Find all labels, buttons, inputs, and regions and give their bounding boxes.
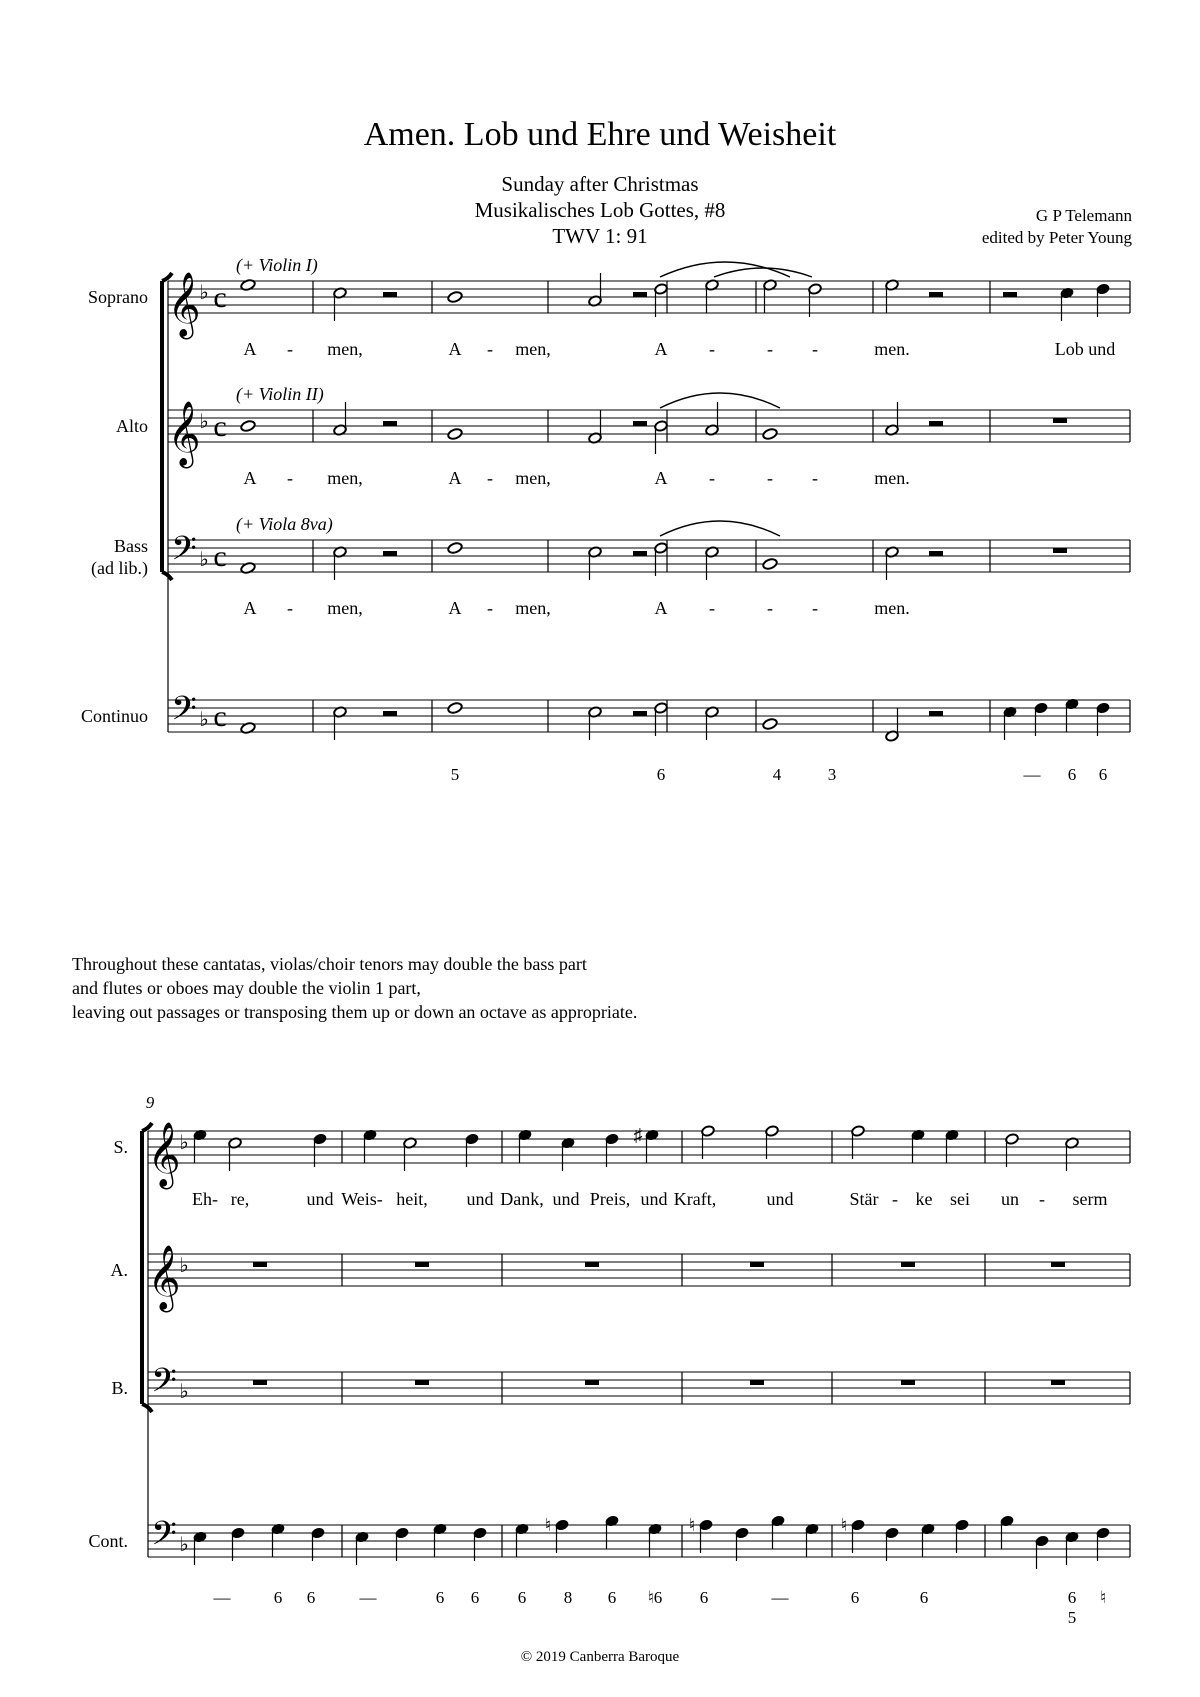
half-rest — [383, 421, 397, 426]
performance-note-line: and flutes or oboes may double the violin 1 part, — [72, 978, 421, 998]
whole-rest — [253, 1380, 267, 1385]
half-rest — [383, 551, 397, 556]
figured-bass-numeral: 3 — [827, 765, 837, 784]
lyric-syllable: Lob und — [1054, 339, 1116, 359]
half-rest — [929, 711, 943, 716]
figured-bass-numeral: — — [359, 1588, 377, 1607]
staff-name: Cont. — [88, 1531, 128, 1551]
lyric-syllable: ke — [915, 1189, 933, 1209]
flat-key-signature-icon: ♭ — [179, 1255, 189, 1277]
staff-name: S. — [113, 1137, 128, 1157]
slur — [714, 268, 812, 277]
treble-clef-icon: 𝄞 — [147, 1124, 181, 1186]
figured-bass-numeral: ♮ — [1099, 1588, 1107, 1607]
treble-clef-icon: 𝄞 — [167, 403, 201, 465]
slur — [660, 521, 780, 536]
lyric-syllable: men, — [515, 468, 551, 488]
lyric-syllable: - — [487, 468, 493, 488]
composer: G P Telemann — [1035, 206, 1132, 225]
lyric-syllable: A — [448, 468, 462, 488]
whole-note — [762, 428, 778, 441]
whole-note — [762, 558, 778, 571]
half-rest — [633, 292, 647, 297]
lyric-syllable: - — [487, 598, 493, 618]
system-2 — [88, 1093, 1130, 1627]
staff-name: Bass — [113, 536, 148, 556]
figured-bass-numeral: 6 — [1098, 765, 1108, 784]
whole-rest — [585, 1262, 599, 1267]
figured-bass-numeral: 4 — [772, 765, 782, 784]
lyric-syllable: sei — [950, 1189, 970, 1209]
editor-credit: edited by Peter Young — [981, 228, 1132, 247]
lyric-syllable: re, — [230, 1189, 250, 1209]
lyric-syllable: serm — [1072, 1189, 1108, 1209]
lyric-syllable: men, — [327, 339, 363, 359]
figured-bass-numeral: 6 — [273, 1588, 283, 1607]
doubling-instrument: (+ Viola 8va) — [236, 514, 333, 534]
staff-name: Soprano — [88, 287, 148, 307]
lyric-syllable: Weis- — [341, 1189, 383, 1209]
slur — [660, 393, 780, 408]
slur — [660, 262, 790, 277]
lyric-syllable: Preis, — [589, 1189, 631, 1209]
whole-note — [447, 702, 463, 715]
whole-note — [240, 279, 256, 292]
figured-bass-numeral: 8 — [563, 1588, 573, 1607]
performance-note-line: leaving out passages or transposing them up or down an octave as appropriate. — [72, 1002, 638, 1022]
lyric-syllable: Stär — [849, 1189, 879, 1209]
lyric-syllable: Eh- — [192, 1189, 218, 1209]
natural-icon: ♮ — [544, 1515, 552, 1535]
flat-key-signature-icon: ♭ — [179, 1534, 189, 1556]
whole-rest — [750, 1262, 764, 1267]
figured-bass-numeral: — — [771, 1588, 789, 1607]
flat-key-signature-icon: ♭ — [199, 709, 209, 731]
staff-name: (ad lib.) — [91, 558, 148, 578]
lyric-syllable: - — [812, 339, 818, 359]
half-rest — [1003, 292, 1017, 297]
figured-bass-numeral: 6 — [850, 1588, 860, 1607]
lyric-syllable: Kraft, — [673, 1189, 717, 1209]
lyric-syllable: heit, — [396, 1189, 428, 1209]
whole-note — [240, 420, 256, 433]
half-rest — [929, 421, 943, 426]
lyric-syllable: - — [709, 339, 715, 359]
flat-key-signature-icon: ♭ — [179, 1132, 189, 1154]
figured-bass-numeral: 6 — [607, 1588, 617, 1607]
figured-bass-numeral: 6 — [656, 765, 666, 784]
whole-note — [240, 722, 256, 735]
lyric-syllable: und — [466, 1189, 494, 1209]
lyric-syllable: men, — [515, 598, 551, 618]
half-rest — [929, 551, 943, 556]
lyric-syllable: men. — [874, 339, 910, 359]
figured-bass-numeral: 6 — [435, 1588, 445, 1607]
figured-bass-numeral: — — [1023, 765, 1041, 784]
whole-rest — [1053, 548, 1067, 553]
doubling-instrument: (+ Violin II) — [236, 384, 324, 404]
figured-bass-numeral: 6 — [1067, 765, 1077, 784]
lyric-syllable: Dank, — [500, 1189, 544, 1209]
bass-clef-icon: 𝄢 — [171, 530, 197, 575]
whole-rest — [1051, 1380, 1065, 1385]
half-rest — [383, 292, 397, 297]
doubling-instrument: (+ Violin I) — [236, 255, 318, 275]
lyric-syllable: A — [243, 468, 257, 488]
lyric-syllable: A — [654, 468, 668, 488]
common-time-icon: c — [213, 410, 227, 443]
common-time-icon: c — [213, 700, 227, 733]
figured-bass-numeral: 6 — [699, 1588, 709, 1607]
common-time-icon: c — [213, 540, 227, 573]
staff-name: Alto — [115, 416, 148, 436]
half-rest — [633, 711, 647, 716]
whole-rest — [415, 1262, 429, 1267]
subtitle-occasion: Sunday after Christmas — [501, 172, 699, 196]
staff-name: Continuo — [80, 706, 148, 726]
natural-icon: ♮ — [840, 1515, 848, 1535]
half-rest — [633, 421, 647, 426]
lyric-syllable: A — [654, 598, 668, 618]
flat-key-signature-icon: ♭ — [199, 282, 209, 304]
lyric-syllable: A — [243, 598, 257, 618]
lyric-syllable: - — [767, 598, 773, 618]
lyric-syllable: - — [767, 339, 773, 359]
measure-number: 9 — [145, 1093, 155, 1112]
half-rest — [383, 711, 397, 716]
lyric-syllable: A — [654, 339, 668, 359]
bass-clef-icon: 𝄢 — [151, 1362, 177, 1407]
natural-icon: ♮ — [688, 1515, 696, 1535]
lyric-syllable: un — [1001, 1189, 1019, 1209]
page-title: Amen. Lob und Ehre und Weisheit — [363, 116, 837, 153]
lyric-syllable: - — [287, 468, 293, 488]
figured-bass-numeral: 6 — [919, 1588, 929, 1607]
lyric-syllable: - — [892, 1189, 898, 1209]
subtitle-catalogue: TWV 1: 91 — [552, 224, 648, 248]
treble-clef-icon: 𝄞 — [147, 1247, 181, 1309]
whole-rest — [1051, 1262, 1065, 1267]
performance-note-line: Throughout these cantatas, violas/choir tenors may double the bass part — [72, 954, 587, 974]
lyric-syllable: - — [1039, 1189, 1045, 1209]
sharp-icon: ♯ — [633, 1125, 643, 1145]
lyric-syllable: men. — [874, 598, 910, 618]
staff-name: B. — [111, 1378, 128, 1398]
lyric-syllable: - — [487, 339, 493, 359]
lyric-syllable: und — [306, 1189, 334, 1209]
lyric-syllable: und — [552, 1189, 580, 1209]
lyric-syllable: men. — [874, 468, 910, 488]
lyric-syllable: - — [709, 598, 715, 618]
lyric-syllable: - — [287, 339, 293, 359]
whole-rest — [750, 1380, 764, 1385]
figured-bass-numeral: 6 — [306, 1588, 316, 1607]
whole-rest — [901, 1380, 915, 1385]
lyric-syllable: men, — [327, 468, 363, 488]
figured-bass-numeral: 6 — [470, 1588, 480, 1607]
subtitle-collection: Musikalisches Lob Gottes, #8 — [474, 198, 726, 222]
whole-note — [447, 428, 463, 441]
figured-bass-numeral: 6 — [1067, 1588, 1077, 1607]
system-1 — [81, 255, 1130, 784]
lyric-syllable: A — [243, 339, 257, 359]
lyric-syllable: men, — [327, 598, 363, 618]
lyric-syllable: A — [448, 339, 462, 359]
lyric-syllable: und — [640, 1189, 668, 1209]
lyric-syllable: - — [709, 468, 715, 488]
staff-name: A. — [110, 1260, 128, 1280]
flat-key-signature-icon: ♭ — [199, 549, 209, 571]
lyric-syllable: - — [812, 598, 818, 618]
whole-rest — [253, 1262, 267, 1267]
figured-bass-numeral: 6 — [517, 1588, 527, 1607]
treble-clef-icon: 𝄞 — [167, 274, 201, 336]
whole-rest — [1053, 418, 1067, 423]
common-time-icon: c — [213, 281, 227, 314]
lyric-syllable: A — [448, 598, 462, 618]
half-rest — [929, 292, 943, 297]
whole-rest — [585, 1380, 599, 1385]
figured-bass-numeral: ♮6 — [647, 1588, 663, 1607]
half-rest — [633, 551, 647, 556]
bass-clef-icon: 𝄢 — [171, 690, 197, 735]
whole-note — [762, 718, 778, 731]
whole-note — [240, 562, 256, 575]
flat-key-signature-icon: ♭ — [199, 411, 209, 433]
flat-key-signature-icon: ♭ — [179, 1381, 189, 1403]
whole-rest — [901, 1262, 915, 1267]
copyright-footer: © 2019 Canberra Baroque — [520, 1649, 680, 1665]
whole-note — [447, 291, 463, 304]
lyric-syllable: - — [287, 598, 293, 618]
figured-bass-numeral: 5 — [1067, 1608, 1077, 1627]
figured-bass-numeral: 5 — [450, 765, 460, 784]
lyric-syllable: - — [812, 468, 818, 488]
lyric-syllable: - — [767, 468, 773, 488]
figured-bass-numeral: — — [213, 1588, 231, 1607]
whole-note — [447, 542, 463, 555]
whole-rest — [415, 1380, 429, 1385]
bass-clef-icon: 𝄢 — [151, 1515, 177, 1560]
lyric-syllable: men, — [515, 339, 551, 359]
lyric-syllable: und — [766, 1189, 794, 1209]
